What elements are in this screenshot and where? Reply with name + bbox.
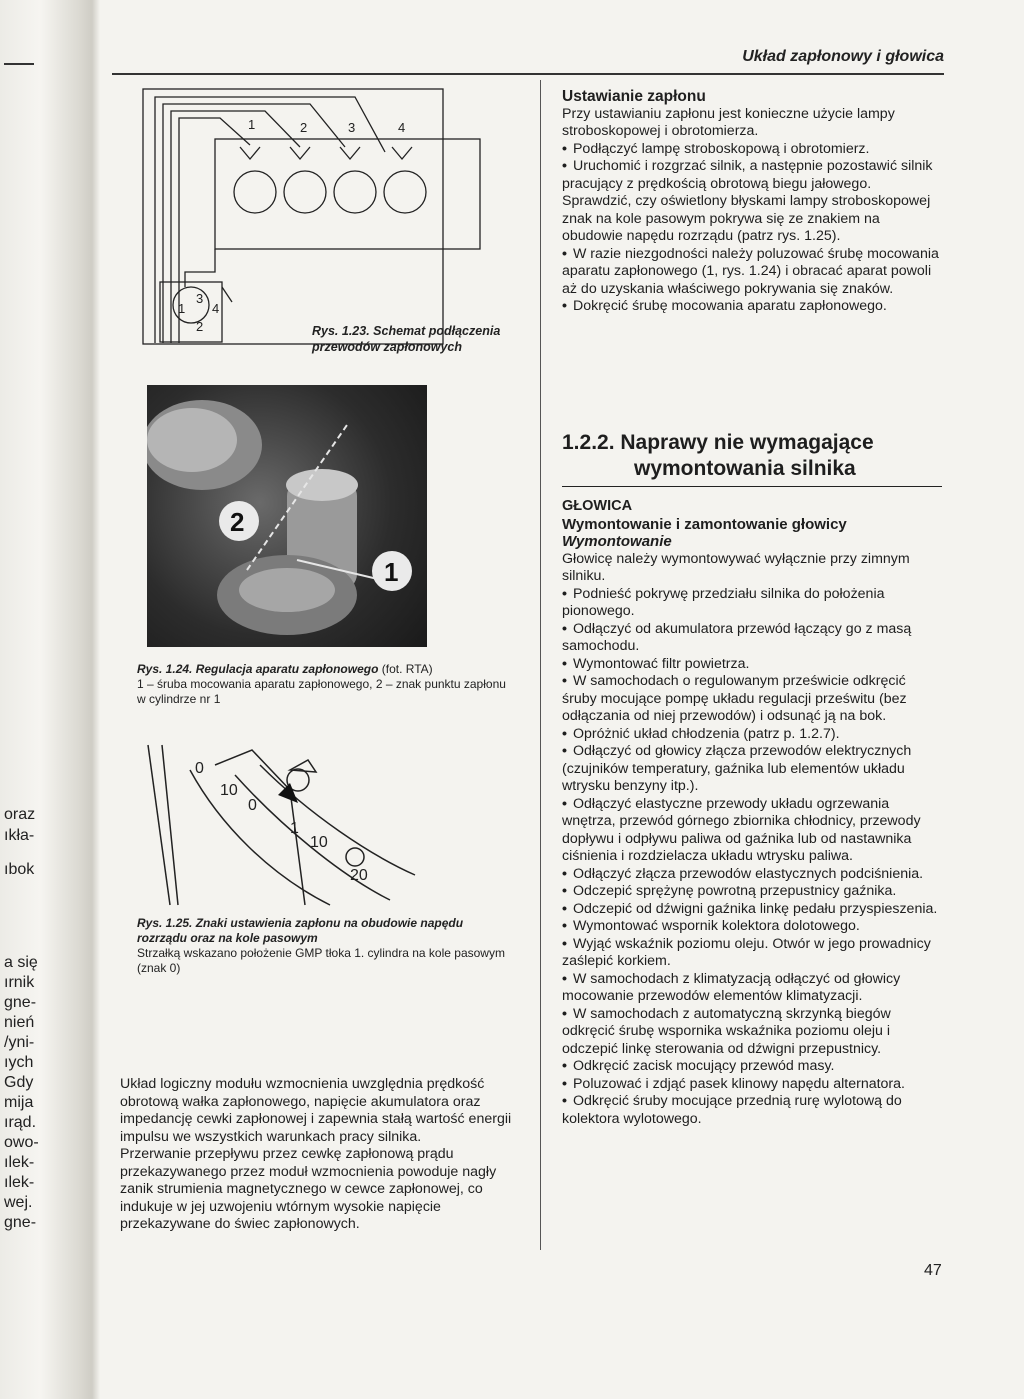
- scale-label: 0: [248, 797, 257, 814]
- prev-fragment: nień: [4, 1014, 35, 1031]
- figure-caption-1-23: Rys. 1.23. Schemat podłączenia przewodów zapłonowych: [312, 324, 501, 354]
- scale-label: 20: [350, 867, 368, 884]
- prev-fragment: ırnik: [4, 974, 35, 991]
- prev-fragment: ıkła-: [4, 827, 35, 844]
- prev-fragment: ılek-: [4, 1154, 35, 1171]
- bullet-item: • Wymontować filtr powietrza.: [562, 656, 942, 674]
- ignition-wiring-diagram: [140, 77, 540, 362]
- scale-label: 10: [310, 834, 328, 851]
- bullet-item: • Odłączyć elastyczne przewody układu ogrzewania wnętrza, przewód górnego zbiornika chłodnicy, przewody dopływu i odpływu paliwa od gaźnika lub od nastawnika ciśnienia i rozdzielacza układu wtrysku paliwa.: [562, 796, 942, 866]
- left-column-text: [120, 1076, 520, 1234]
- cylinder-number: 2: [300, 120, 308, 135]
- bullet-item: • Odłączyć złącza przewodów elastycznych podciśnienia.: [562, 866, 942, 884]
- running-head: Układ zapłonowy i głowica: [742, 48, 944, 65]
- distributor-photo: [147, 385, 427, 647]
- callout-2: 2: [230, 507, 245, 537]
- prev-fragment: wej.: [4, 1194, 33, 1211]
- cylinder-number: 1: [248, 117, 256, 132]
- caption-title: Rys. 1.25. Znaki ustawienia zapłonu na obudowie napędu rozrządu oraz na kole pasowym: [137, 916, 464, 945]
- bullet-item: • Odkręcić zacisk mocujący przewód masy.: [562, 1058, 942, 1076]
- bullet-item: • Odłączyć od głowicy złącza przewodów elektrycznych (czujników temperatury, gaźnika lub elementów układu wtrysku benzyny itp.).: [562, 743, 942, 796]
- bullet-item: • Odłączyć od akumulatora przewód łączący go z masą samochodu.: [562, 621, 942, 656]
- column-divider: [540, 80, 541, 1250]
- section-title-rule: [562, 486, 942, 487]
- prev-fragment: ıych: [4, 1054, 34, 1071]
- bullet-item: • Podnieść pokrywę przedziału silnika do położenia pionowego.: [562, 586, 942, 621]
- paragraph: Przerwanie przepływu przez cewkę zapłonową prądu przekazywanego przez moduł wzmocnienia powoduje nagły zanik strumienia magnetycznego w cewce zapłonowej, co indukuje w jej uzwojeniu wtórnym wysokie napięcie przekazywane do świec zapłonowych.: [120, 1146, 497, 1232]
- header-rule: [112, 73, 944, 75]
- prev-fragment: oraz: [4, 806, 36, 823]
- scale-label: 10: [220, 782, 238, 799]
- distributor-number: 3: [196, 291, 204, 306]
- paragraph: Przy ustawianiu zapłonu jest konieczne użycie lampy stroboskopowej i obrotomierza.: [562, 105, 895, 139]
- bullet-item: • Wyjąć wskaźnik poziomu oleju. Otwór w jego prowadnicy zaślepić korkiem.: [562, 936, 942, 971]
- bullet-item: • Opróżnić układ chłodzenia (patrz p. 1.2.7).: [562, 726, 942, 744]
- callout-1: 1: [384, 557, 399, 587]
- scale-label: 1: [290, 820, 299, 837]
- subsection-heading: GŁOWICA: [562, 498, 633, 514]
- bullet-item: • W samochodach z automatyczną skrzynką biegów odkręcić śrubę wspornika wskaźnika poziomu oleju i odczepić linkę sterowania od dźwigni przepustnicy.: [562, 1006, 942, 1059]
- page-number: 47: [924, 1262, 942, 1279]
- ustawianie-section: [562, 88, 942, 316]
- caption-body: Strzałką wskazano położenie GMP tłoka 1. cylindra na kole pasowym (znak 0): [137, 946, 505, 975]
- bullet-item: • Podłączyć lampę stroboskopową i obrotomierz.: [562, 141, 942, 159]
- prev-fragment: mija: [4, 1094, 34, 1111]
- prev-fragment: /yni-: [4, 1034, 35, 1051]
- section-title-line: 1.2.2. Naprawy nie wymagające: [562, 431, 874, 454]
- prev-fragment: Gdy: [4, 1074, 34, 1091]
- paragraph: Głowicę należy wymontowywać wyłącznie przy zimnym silniku.: [562, 550, 910, 584]
- bullet-item: • W samochodach o regulowanym prześwicie odkręcić śruby mocujące pompę układu regulacji prześwitu (bez odłączania od niej przewodów) i odsunąć ją na bok.: [562, 673, 942, 726]
- prev-fragment: gne-: [4, 994, 37, 1011]
- prev-fragment: a się: [4, 954, 38, 971]
- subsection-heading: Wymontowanie i zamontowanie głowicy: [562, 515, 847, 533]
- subsection-heading-italic: Wymontowanie: [562, 533, 672, 550]
- distributor-number: 2: [196, 319, 204, 334]
- paragraph: Układ logiczny modułu wzmocnienia uwzględnia prędkość obrotową wałka zapłonowego, napięcie akumulatora oraz impedancję cewki zapłonowej i zapewnia stałą wartość energii impulsu we wszystkich warunkach pracy silnika.: [120, 1076, 512, 1145]
- bullet-item: • Wymontować wspornik kolektora dolotowego.: [562, 918, 942, 936]
- glowica-section: [562, 498, 942, 1128]
- bullet-item: • Odczepić sprężynę powrotną przepustnicy gaźnika.: [562, 883, 942, 901]
- figure-caption-1-24: [137, 662, 517, 707]
- bullet-item: • W samochodach z klimatyzacją odłączyć od głowicy mocowanie przewodów elementów klimatyzacji.: [562, 971, 942, 1006]
- bullet-item: • Dokręcić śrubę mocowania aparatu zapłonowego.: [562, 298, 942, 316]
- bullet-item: • Uruchomić i rozgrzać silnik, a następnie pozostawić silnik pracujący z prędkością obrotową biegu jałowego. Sprawdzić, czy oświetlony błyskami lampy stroboskopowej znak na kole pasowym pokrywa się ze znakiem na obudowie napędu rozrządu (patrz rys. 1.25).: [562, 158, 942, 246]
- timing-marks-diagram: [140, 735, 510, 910]
- cylinder-number: 4: [398, 120, 406, 135]
- caption-title: Rys. 1.24. Regulacja aparatu zapłonowego: [137, 662, 379, 676]
- previous-page-fragment: [0, 0, 80, 1399]
- prev-fragment: owo-: [4, 1134, 39, 1151]
- section-title-line: wymontowania silnika: [634, 457, 856, 480]
- prev-fragment: ıbok: [4, 861, 35, 878]
- cylinder-number: 3: [348, 120, 356, 135]
- caption-source: (fot. RTA): [378, 662, 433, 676]
- prev-fragment: gne-: [4, 1214, 37, 1231]
- previous-page-dash: [4, 63, 34, 65]
- bullet-item: • W razie niezgodności należy poluzować śrubę mocowania aparatu zapłonowego (1, rys. 1.24) i obracać aparat powoli aż do uzyskania właściwego pokrywania się znaków.: [562, 246, 942, 299]
- prev-fragment: ılek-: [4, 1174, 35, 1191]
- figure-caption-1-25: [137, 916, 507, 976]
- prev-fragment: ırąd.: [4, 1114, 37, 1131]
- bullet-item: • Odkręcić śruby mocujące przednią rurę wylotową do kolektora wylotowego.: [562, 1093, 942, 1128]
- distributor-number: 4: [212, 301, 220, 316]
- bullet-item: • Odczepić od dźwigni gaźnika linkę pedału przyspieszenia.: [562, 901, 942, 919]
- bullet-item: • Poluzować i zdjąć pasek klinowy napędu alternatora.: [562, 1076, 942, 1094]
- scale-label: 0: [195, 760, 204, 777]
- distributor-number: 1: [178, 301, 186, 316]
- section-title: [562, 430, 942, 487]
- section-heading: Ustawianie zapłonu: [562, 88, 706, 105]
- caption-body: 1 – śruba mocowania aparatu zapłonowego, 2 – znak punktu zapłonu w cylindrze nr 1: [137, 677, 506, 706]
